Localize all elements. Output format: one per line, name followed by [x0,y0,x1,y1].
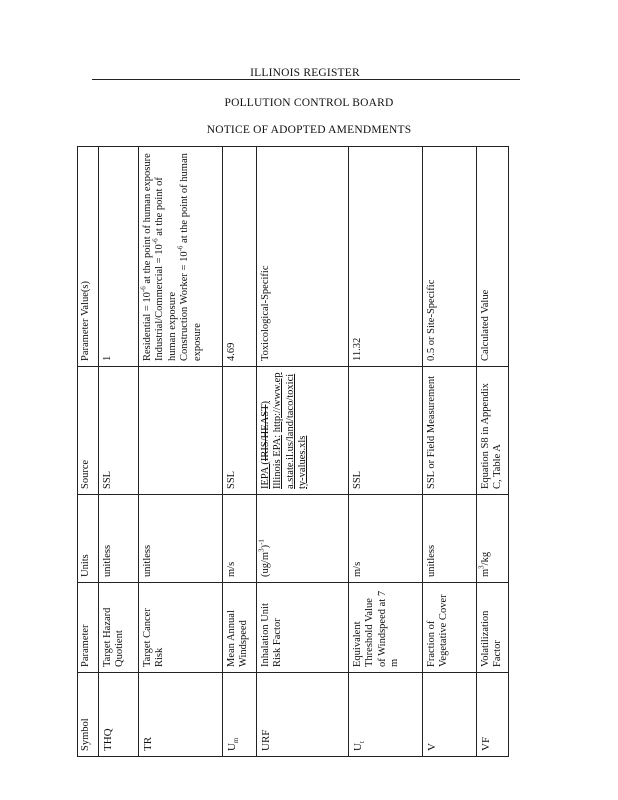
source-text: ) [260,400,271,405]
units-cell: unitless [99,495,139,583]
table-row [349,147,423,757]
notice-title: NOTICE OF ADOPTED AMENDMENTS [206,124,412,136]
units-cell [477,495,509,583]
value-text: at the point of human exposure [179,153,203,361]
column-header: Symbol [78,673,99,757]
column-header: Source [78,367,99,495]
parameter-cell: Target Cancer Risk [139,583,223,673]
column-header: Units [78,495,99,583]
value-text: Construction Worker = 10 [179,251,191,361]
value-text: Industrial/Commercial = 10 [154,244,166,361]
table-row [477,147,509,757]
table-row [223,147,257,757]
symbol-text: U [352,743,364,751]
exponent: -6 [139,286,148,293]
source-cell: SSL [349,367,423,495]
value-cell: 4.69 [223,147,257,367]
source-cell: SSL or Field Measurement [423,367,477,495]
symbol-cell: VF [477,673,509,757]
parameter-cell: Target Hazard Quotient [99,583,139,673]
value-cell: 11.32 [349,147,423,367]
source-cell: SSL [99,367,139,495]
units-cell [257,495,349,583]
table-row [139,147,223,757]
parameter-cell: Fraction of Vegetative Cover [423,583,477,673]
table-row [423,147,477,757]
units-cell: m/s [223,495,257,583]
column-header: Parameter Value(s) [78,147,99,367]
symbol-subscript: m [232,737,241,744]
value-text: Residential = 10 [142,292,153,361]
symbol-cell [223,673,257,757]
units-cell: unitless [423,495,477,583]
exponent: -6 [151,238,160,245]
units-cell: unitless [139,495,223,583]
table-header-row [78,147,99,757]
units-text: m [480,568,491,577]
source-text: IEPA ( [260,461,271,489]
symbol-text: U [226,743,238,751]
value-cell [139,147,223,367]
value-cell: 0.5 or Site-Specific [423,147,477,367]
source-cell: SSL [223,367,257,495]
column-header: Parameter [78,583,99,673]
source-cell [139,367,223,495]
source-url-link[interactable]: http://www.epa.state.il.us/land/taco/toxicity-values.xls [272,372,309,489]
symbol-cell [349,673,423,757]
value-cell: 1 [99,147,139,367]
parameter-table [77,146,509,757]
parameter-cell: Mean Annual Windspeed [223,583,257,673]
parameter-cell: Volatilization Factor [477,583,509,673]
table-row [257,147,349,757]
source-agency: Illinois EPA: [272,434,284,489]
register-title: ILLINOIS REGISTER [250,67,360,79]
symbol-cell: V [423,673,477,757]
parameter-table-rotated [77,147,503,757]
units-cell: m/s [349,495,423,583]
parameter-cell: Equivalent Threshold Value of Windspeed at 7 m [349,583,423,673]
value-cell: Calculated Value [477,147,509,367]
value-cell: Toxicological-Specific [257,147,349,367]
struck-source-text: IRIS/HEAST [260,404,271,462]
symbol-subscript: t [358,741,367,744]
symbol-cell: TR [139,673,223,757]
source-cell: Equation S8 in Appendix C, Table A [477,367,509,495]
units-exponent: 3 [257,548,266,552]
units-exponent: -1 [257,539,266,545]
board-title: POLLUTION CONTROL BOARD [224,97,394,109]
value-text: at the point of human exposure [142,153,153,287]
table-row [99,147,139,757]
parameter-cell: Inhalation Unit Risk Factor [257,583,349,673]
units-text: ) [260,544,271,549]
exponent: -6 [176,245,185,252]
symbol-cell: THQ [99,673,139,757]
units-exponent: 3 [477,565,486,569]
symbol-cell: URF [257,673,349,757]
units-text: (ug/m [260,551,271,577]
value-text: at the point of human exposure [154,177,178,361]
units-text: /kg [480,551,491,566]
source-cell [257,367,349,495]
header-rule [92,79,520,80]
